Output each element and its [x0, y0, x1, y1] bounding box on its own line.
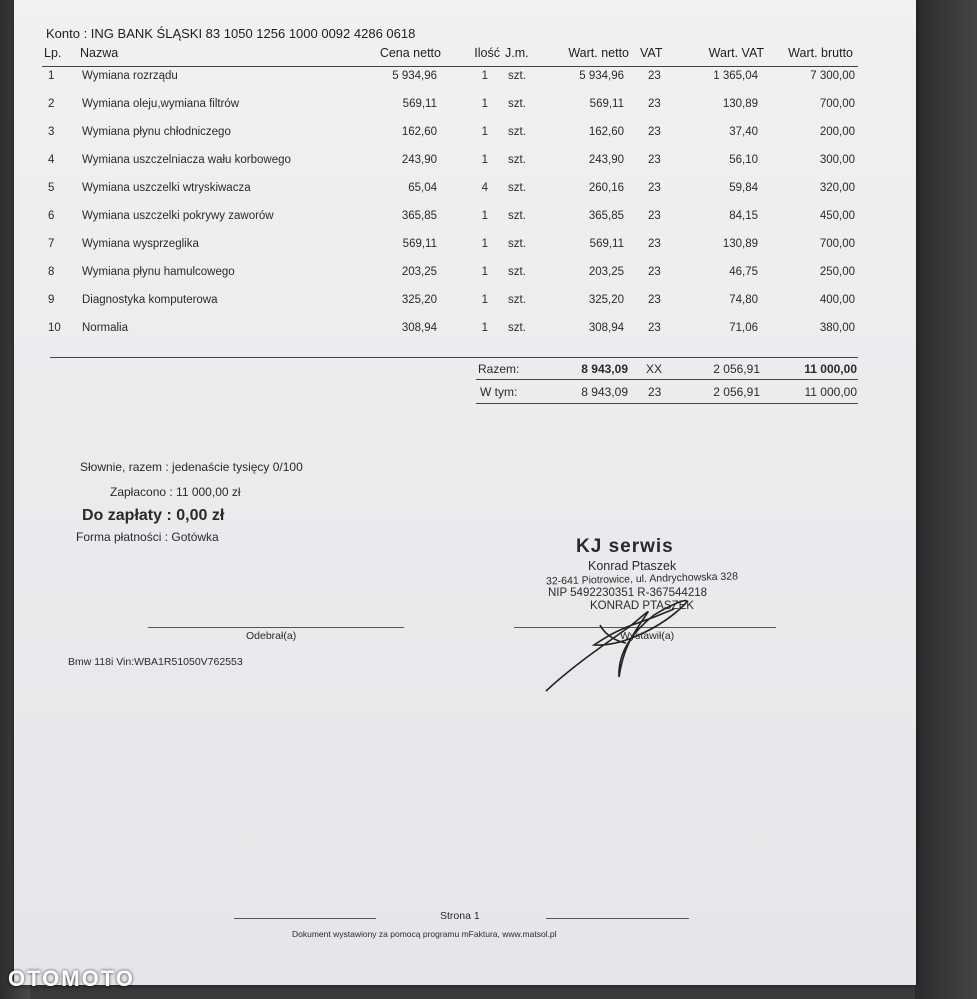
- razem-wart-vat: 2 056,91: [713, 362, 760, 376]
- cell-ilosc: 1: [481, 154, 488, 166]
- cell-wart-vat: 46,75: [729, 266, 758, 278]
- footer-line-right: [546, 918, 689, 919]
- cell-ilosc: 4: [481, 182, 488, 194]
- wtym-wart-brutto: 11 000,00: [804, 385, 857, 399]
- cell-ilosc: 1: [481, 70, 488, 82]
- cell-cena: 308,94: [401, 322, 437, 334]
- cell-jm: szt.: [508, 182, 526, 194]
- col-header-jm: J.m.: [505, 46, 529, 60]
- cell-cena: 162,60: [401, 126, 437, 138]
- cell-name: Wymiana uszczelki pokrywy zaworów: [82, 210, 274, 222]
- cell-vat: 23: [648, 98, 661, 110]
- table-row: [14, 294, 914, 314]
- cell-wart-netto: 203,25: [588, 266, 624, 278]
- receiver-label: Odebrał(a): [246, 630, 297, 642]
- cell-name: Wymiana uszczelniacza wału korbowego: [82, 154, 291, 166]
- cell-lp: 2: [48, 98, 55, 110]
- page-number: Strona 1: [440, 910, 480, 922]
- wtym-label: W tym:: [480, 385, 518, 399]
- razem-label: Razem:: [478, 362, 520, 376]
- table-row: [14, 238, 914, 258]
- cell-cena: 365,85: [401, 210, 437, 222]
- cell-cena: 203,25: [401, 266, 437, 278]
- cell-wart-netto: 308,94: [588, 322, 624, 334]
- issuer-label: Wystawił(a): [620, 630, 675, 642]
- col-header-wart-netto: Wart. netto: [568, 46, 629, 60]
- cell-cena: 5 934,96: [392, 70, 437, 82]
- cell-wart-netto: 260,16: [588, 182, 624, 194]
- cell-wart-vat: 37,40: [729, 126, 758, 138]
- table-row: [14, 126, 914, 146]
- cell-name: Wymiana uszczelki wtryskiwacza: [82, 182, 251, 194]
- cell-wart-vat: 84,15: [729, 210, 758, 222]
- cell-jm: szt.: [508, 238, 526, 250]
- wtym-wart-vat: 2 056,91: [713, 385, 760, 399]
- cell-lp: 5: [48, 182, 55, 194]
- cell-vat: 23: [648, 154, 661, 166]
- cell-ilosc: 1: [481, 98, 488, 110]
- table-row: [14, 182, 914, 202]
- cell-lp: 3: [48, 126, 55, 138]
- cell-jm: szt.: [508, 294, 526, 306]
- cell-wart-brutto: 380,00: [819, 322, 855, 334]
- stamp-address: 32-641 Piotrowice, ul. Andrychowska 328: [545, 570, 739, 588]
- bank-account: Konto : ING BANK ŚLĄSKI 83 1050 1256 1000 0092 4286 0618: [46, 26, 416, 41]
- otomoto-watermark-logo: OTOMOTO: [8, 966, 135, 991]
- cell-ilosc: 1: [481, 266, 488, 278]
- col-header-wart-vat: Wart. VAT: [708, 46, 764, 60]
- cell-cena: 325,20: [401, 294, 437, 306]
- stamp-owner: Konrad Ptaszek: [588, 559, 677, 573]
- cell-name: Wymiana rozrządu: [82, 70, 178, 82]
- footer-line-left: [234, 918, 376, 919]
- cell-ilosc: 1: [481, 322, 488, 334]
- cell-ilosc: 1: [481, 294, 488, 306]
- cell-vat: 23: [648, 70, 661, 82]
- table-row: [14, 154, 914, 174]
- table-row: [14, 98, 914, 118]
- payment-method: Forma płatności : Gotówka: [76, 530, 219, 544]
- cell-wart-netto: 365,85: [588, 210, 624, 222]
- cell-wart-netto: 569,11: [589, 98, 624, 110]
- col-header-wart-brutto: Wart. brutto: [788, 46, 853, 60]
- cell-wart-netto: 5 934,96: [579, 70, 624, 82]
- cell-lp: 7: [48, 238, 55, 250]
- cell-wart-brutto: 450,00: [819, 210, 855, 222]
- cell-lp: 1: [48, 70, 55, 82]
- amount-due: Do zapłaty : 0,00 zł: [82, 507, 225, 524]
- cell-ilosc: 1: [481, 210, 488, 222]
- cell-ilosc: 1: [481, 126, 488, 138]
- wtym-divider: [476, 403, 858, 404]
- table-row: [14, 210, 914, 230]
- cell-vat: 23: [648, 294, 661, 306]
- cell-wart-vat: 71,06: [729, 322, 758, 334]
- cell-cena: 243,90: [401, 154, 437, 166]
- cell-wart-vat: 56,10: [729, 154, 758, 166]
- receiver-signature-line: [148, 627, 404, 628]
- table-row: [14, 266, 914, 286]
- wtym-wart-netto: 8 943,09: [581, 385, 628, 399]
- cell-wart-netto: 243,90: [588, 154, 624, 166]
- cell-wart-brutto: 300,00: [819, 154, 855, 166]
- paid-amount: Zapłacono : 11 000,00 zł: [110, 485, 241, 499]
- col-header-lp: Lp.: [44, 46, 62, 60]
- cell-jm: szt.: [508, 98, 526, 110]
- cell-wart-brutto: 400,00: [819, 294, 855, 306]
- cell-name: Wymiana wysprzeglika: [82, 238, 199, 250]
- cell-jm: szt.: [508, 210, 526, 222]
- cell-jm: szt.: [508, 266, 526, 278]
- razem-wart-brutto: 11 000,00: [804, 362, 857, 376]
- cell-wart-brutto: 250,00: [819, 266, 855, 278]
- razem-wart-netto: 8 943,09: [581, 362, 628, 376]
- cell-ilosc: 1: [481, 238, 488, 250]
- cell-jm: szt.: [508, 126, 526, 138]
- cell-wart-vat: 130,89: [722, 238, 758, 250]
- invoice-page: [14, 0, 916, 985]
- cell-lp: 8: [48, 266, 55, 278]
- cell-vat: 23: [648, 182, 661, 194]
- table-bottom-divider: [50, 357, 858, 358]
- razem-divider: [476, 379, 858, 380]
- cell-lp: 6: [48, 210, 55, 222]
- cell-jm: szt.: [508, 154, 526, 166]
- cell-name: Diagnostyka komputerowa: [82, 294, 218, 306]
- cell-wart-netto: 325,20: [588, 294, 624, 306]
- cell-lp: 4: [48, 154, 55, 166]
- stamp-owner-caps: KONRAD PTASZEK: [590, 600, 694, 612]
- cell-vat: 23: [648, 322, 661, 334]
- cell-wart-brutto: 700,00: [819, 238, 855, 250]
- table-row: [14, 322, 914, 342]
- cell-wart-vat: 74,80: [729, 294, 758, 306]
- amount-in-words: Słownie, razem : jedenaście tysięcy 0/100: [80, 460, 303, 474]
- cell-vat: 23: [648, 210, 661, 222]
- cell-name: Normalia: [82, 322, 129, 334]
- col-header-ilosc: Ilość: [474, 46, 500, 60]
- cell-wart-brutto: 200,00: [819, 126, 855, 138]
- cell-cena: 65,04: [408, 182, 437, 194]
- cell-jm: szt.: [508, 70, 526, 82]
- col-header-cena: Cena netto: [379, 46, 441, 60]
- cell-name: Wymiana płynu hamulcowego: [82, 266, 235, 278]
- cell-wart-brutto: 320,00: [819, 182, 855, 194]
- cell-wart-netto: 569,11: [589, 238, 624, 250]
- cell-wart-vat: 59,84: [729, 182, 758, 194]
- generator-note: Dokument wystawiony za pomocą programu mFaktura, www.matsol.pl: [292, 929, 557, 939]
- cell-wart-brutto: 700,00: [819, 98, 855, 110]
- cell-name: Wymiana płynu chłodniczego: [82, 126, 231, 138]
- cell-wart-vat: 130,89: [722, 98, 758, 110]
- cell-vat: 23: [648, 266, 661, 278]
- header-divider: [42, 66, 858, 67]
- cell-cena: 569,11: [402, 98, 437, 110]
- table-row: [14, 70, 914, 90]
- razem-vat: XX: [646, 362, 663, 376]
- col-header-nazwa: Nazwa: [80, 46, 119, 60]
- cell-wart-vat: 1 365,04: [713, 70, 758, 82]
- col-header-vat: VAT: [640, 46, 663, 60]
- cell-lp: 10: [48, 322, 61, 334]
- wtym-vat: 23: [648, 385, 662, 399]
- cell-name: Wymiana oleju,wymiana filtrów: [82, 98, 240, 110]
- cell-cena: 569,11: [402, 238, 437, 250]
- cell-vat: 23: [648, 126, 661, 138]
- stamp-nip: NIP 5492230351 R-367544218: [548, 587, 708, 599]
- vehicle-info: Bmw 118i Vin:WBA1R51050V762553: [68, 656, 243, 668]
- cell-wart-brutto: 7 300,00: [810, 70, 855, 82]
- stamp-company: KJ serwis: [576, 536, 674, 557]
- handwritten-signature: [534, 585, 734, 700]
- cell-lp: 9: [48, 294, 55, 306]
- cell-jm: szt.: [508, 322, 526, 334]
- cell-vat: 23: [648, 238, 661, 250]
- background-right: [915, 0, 977, 999]
- cell-wart-netto: 162,60: [588, 126, 624, 138]
